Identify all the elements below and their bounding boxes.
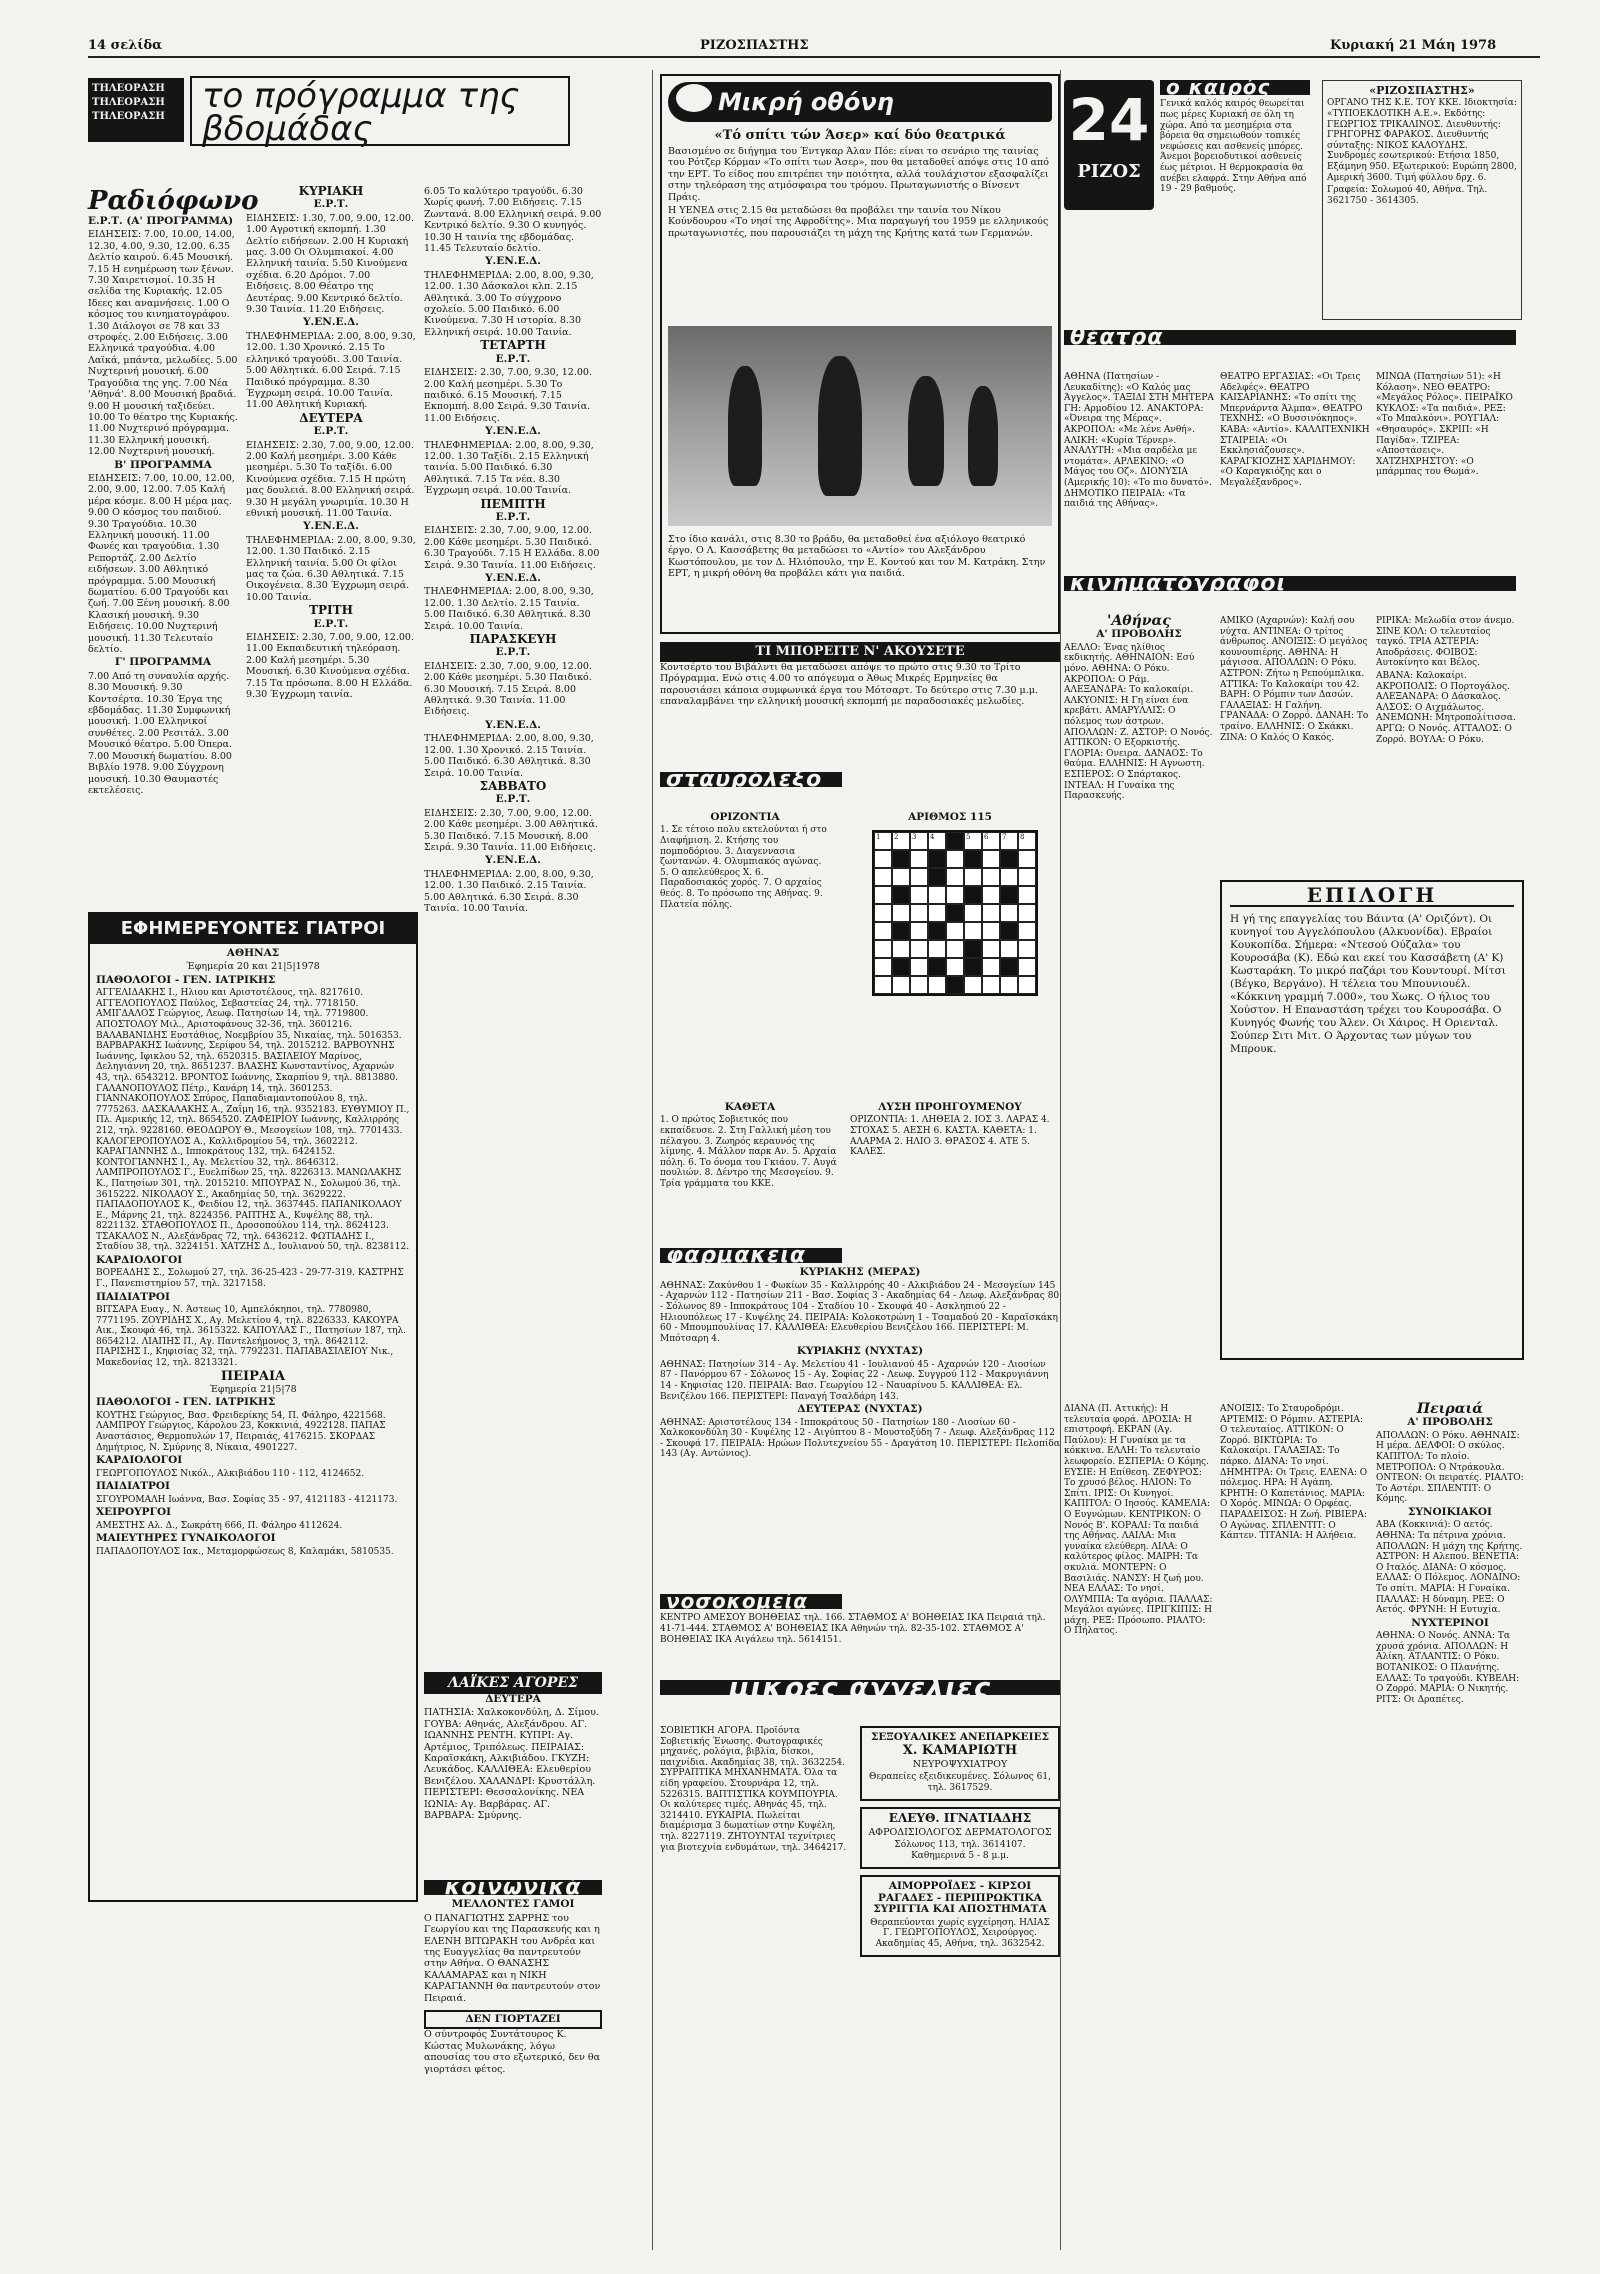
doctors-list-7: ΑΜΕΣΤΗΣ Αλ. Δ., Σωκράτη 666, Π. Φάληρο 4112624. [96, 1520, 343, 1531]
crossword-cell[interactable]: 6 [982, 832, 1000, 850]
cinemas-col-1: ΑΕΛΛΟ: Ένας ηλίθιος εκδικητής. ΑΘΗΝΑΙΟΝ: Εσύ μόνο. ΑΘΗΝΑ: Ο Ρόκυ. ΑΚΡΟΠΟΛ: Ο Ράμ. ΑΛΕΞΑΝΔΡΑ: Το καλοκαίρι. ΑΛΚΥΟΝΙΣ: Η Γη είναι ένα κρεβάτι. ΑΜΑΡΥΛΛΙΣ: Ο πόλεμος των άστρων. ΑΠΟΛΛΩΝ: Ζ. ΑΣΤΟΡ: Ο Νονός. ΑΤΤΙΚΟΝ: Ο Εξορκιστής. ΓΛΟΡΙΑ: Ονειρα. ΔΑΝΑΟΣ: Το θαύμα. ΕΛΛΗΝΙΣ: Η Αγνωστη. ΕΣΠΕΡΟΣ: Ο Σπάρτακος. ΙΝΤΕΑΛ: Η Γυναίκα της Παρασκευής. [1064, 642, 1213, 802]
crossword-block-cell [964, 958, 982, 976]
crossword-across-head: ΟΡΙΖΟΝΤΙΑ [710, 811, 780, 823]
crossword-cell[interactable] [874, 976, 892, 994]
program-title: το πρόγραμμα της βδομάδας [190, 76, 570, 146]
crossword-block-cell [928, 850, 946, 868]
tv-day-heading: ΚΥΡΙΑΚΗ [298, 184, 364, 198]
crossword-block-cell [892, 886, 910, 904]
crossword-cell[interactable] [874, 922, 892, 940]
badge-word: ΡΙΖΟΣ [1077, 161, 1141, 182]
rizospastis-title: «ΡΙΖΟΣΠΑΣΤΗΣ» [1369, 84, 1475, 97]
crossword-cell[interactable] [892, 904, 910, 922]
tv-schedule-text: ΕΙΔΗΣΕΙΣ: 2.30, 7.00, 9.00, 12.00. 2.00 Κάθε μεσημέρι. 5.30 Παιδικό. 6.30 Μουσική. 7.15 Σειρά. 8.00 Αθλητικά. 9.30 Ταινία. 11.00 Ειδήσεις. [424, 660, 592, 718]
radio-b-text: ΕΙΔΗΣΕΙΣ: 7.00, 10.00, 12.00, 2.00, 9.00, 12.00. 7.05 Καλή μέρα κόσμε. 8.00 Η μέρα μας. 9.00 Ο κόσμος του παιδιού. 9.30 Τραγούδια. 10.30 Ελληνική μουσική. 11.00 Φωνές και τραγούδια. 1.30 Ρεπορτάζ. 2.00 Δελτίο ειδήσεων. 3.00 Αθλητικό πρόγραμμα. 5.00 Μουσική δωματίου. 6.00 Τραγούδι και ζωή. 7.00 Ξένη μουσική. 8.00 Κλασική μουσική. 9.30 Ειδήσεις. 10.00 Νυχτερινή μουσική. 11.30 Τελευταίο δελτίο. [88, 472, 235, 656]
crossword-cell[interactable] [982, 976, 1000, 994]
crossword-cell[interactable]: 1 [874, 832, 892, 850]
crossword-cell[interactable] [1018, 904, 1036, 922]
listen-title: ΤΙ ΜΠΟΡΕΙΤΕ Ν' ΑΚΟΥΣΕΤΕ [660, 642, 1060, 662]
crossword-block-cell [928, 958, 946, 976]
crossword-block-cell [964, 940, 982, 958]
crossword-cell[interactable] [1000, 976, 1018, 994]
tv-day-heading: ΤΕΤΑΡΤΗ [480, 338, 546, 353]
cinema-list-col-2: ΑΝΟΙΞΙΣ: Το Σταυροδρόμι. ΑΡΤΕΜΙΣ: Ο Ρόμπιν. ΑΣΤΕΡΙΑ: Ο τελευταίος. ΑΤΤΙΚΟΝ: Ο Ζορρό. ΒΙΚΤΩΡΙΑ: Το Καλοκαίρι. ΓΑΛΑΞΙΑΣ: Το πάρκο. ΔΙΑΝΑ: Το νησί. ΔΗΜΗΤΡΑ: Οι Τρεις. ΕΛΕΝΑ: Ο πόλεμος. ΗΡΑ: Η Αγάπη. ΚΡΗΤΗ: Ο Καπετάνιος. ΜΑΡΙΑ: Ο Χορός. ΜΙΝΩΑ: Ο Ορφέας. ΠΑΡΑΔΕΙΣΟΣ: Η Ζωή. ΡΙΒΙΕΡΑ: Ο Αγώνας. ΣΠΛΕΝΤΙΤ: Ο Κάπτεν. ΤΙΤΑΝΙΑ: Η Αλήθεια. [1220, 1404, 1368, 1542]
doctors-list-4: ΚΟΥΤΗΣ Γεώργιος, Βασ. Φρειδερίκης 54, Π. Φάληρο, 4221568. ΛΑΜΠΡΟΥ Γεώργιος, Κάρολου 23, Κοκκινιά, 4922128. ΠΑΠΑΣ Αναστάσιος, Θερμοπυλών 17, Πειραιάς, 4176215. ΣΚΟΡΔΑΣ Δημήτριος, Ν. Σμύρνης 8, Νίκαια, 4901227. [96, 1410, 386, 1453]
crossword-block-cell [1000, 886, 1018, 904]
tv-network-heading: Ε.Ρ.Τ. [495, 352, 531, 365]
tv-day-heading: ΠΑΡΑΣΚΕΥΗ [469, 632, 557, 647]
radio-b-head: Β' ΠΡΟΓΡΑΜΜΑ [114, 458, 212, 471]
laikes-day: ΔΕΥΤΕΡΑ [485, 1693, 541, 1705]
doctors-city-2: ΠΕΙΡΑΙΑ [220, 1368, 286, 1384]
crossword-block-cell [1000, 922, 1018, 940]
pharmacies-mon-head: ΔΕΥΤΕΡΑΣ (ΝΥΧΤΑΣ) [797, 1403, 923, 1416]
crossword-block-cell [1000, 850, 1018, 868]
pharmacies-title: φαρμακεία [660, 1248, 842, 1263]
tv-network-heading: Υ.ΕΝ.Ε.Δ. [303, 316, 359, 329]
crossword-cell[interactable]: 2 [892, 832, 910, 850]
crossword-cell[interactable] [1018, 886, 1036, 904]
theatres-col-1: ΑΘΗΝΑ (Πατησίων - Λευκαδίτης): «Ο Καλός μας Άγγελος». ΤΑΞΙΔΙ ΣΤΗ ΜΗΤΕΡΑ ΓΗ: Αρμοδίου 12. ΑΝΑΚΤΟΡΑ: «Όνειρα της Μέρας». ΑΚΡΟΠΟΛ: «Με λένε Ανθή». ΑΛΙΚΗ: «Κυρία Τέρνερ». ΑΝΑΛΥΤΗ: «Μια σαρδέλα με ντομάτα». ΑΡΛΕΚΙΝΟ: «Ο Μάγος του Οζ». ΔΙΟΝΥΣΙΑ (Αμερικής 10): «Το πιο δυνατό». ΔΗΜΟΤΙΚΟ ΠΕΙΡΑΙΑ: «Τα παιδιά της Αθήνας». [1064, 372, 1214, 510]
crossword-down-section [660, 1102, 1060, 1242]
tv-network-heading: Ε.Ρ.Τ. [495, 793, 531, 806]
crossword-cell[interactable] [892, 868, 910, 886]
tv-schedule-text: ΤΗΛΕΦΗΜΕΡΙΔΑ: 2.00, 8.00, 9.30, 12.00. 1.30 Παιδικό. 2.15 Ταινία. 5.00 Αθλητικά. 6.30 Σειρά. 8.30 Ταινία. 10.00 Ταινία. [424, 868, 594, 914]
doctors-list-1: ΑΓΓΕΛΙΔΑΚΗΣ Ι., Ηλιου και Αριστοτέλους, τηλ. 8217610. ΑΓΓΕΛΟΠΟΥΛΟΣ Παύλος, Σεβαστείας 24, τηλ. 7718150. ΑΜΙΓΔΑΛΟΣ Γεώργιος, Λεωφ. Πατησίων 14, τηλ. 7719800. ΑΠΟΣΤΟΛΟΥ Μιλ., Αριστοφάνους 32-36, τηλ. 3601216. ΒΑΛΑΒΑΝΙΔΗΣ Ευστάθιος, Νοεμβρίου 35, Νικαίας, τηλ. 5016353. ΒΑΡΒΑΡΑΚΗΣ Ιωάννης, Σερίφου 54, τηλ. 2015212. ΒΑΡΒΟΥΝΗΣ Ιωάννης, Ιφικλου 52, τηλ. 6520315. ΒΑΣΙΛΕΙΟΥ Μαρίνος, Δεληγιάννη 20, τηλ. 8651237. ΒΛΑΣΗΣ Κωνσταντίνος, Αχαρνών 43, τηλ. 6543212. ΒΡΟΝΤΟΣ Ιωάννης, Σκαρπίου 9, τηλ. 8813880. ΓΑΛΑΝΟΠΟΥΛΟΣ Πέτρ., Κανάρη 14, τηλ. 3601253. ΓΙΑΝΝΑΚΟΠΟΥΛΟΣ Σπύρος, Παπαδιαμαντοπούλου 8, τηλ. 7775263. ΔΑΣΚΑΛΑΚΗΣ Α., Ζαΐμη 16, τηλ. 9352183. ΕΥΘΥΜΙΟΥ Π., Πλ. Αμερικής 12, τηλ. 8654520. ΖΑΦΕΙΡΙΟΥ Ιωάννης, Καλλιρρόης 212, τηλ. 9228160. ΘΕΟΔΩΡΟΥ Θ., Μεσογείων 108, τηλ. 7701433. ΚΑΛΟΓΕΡΟΠΟΥΛΟΣ Α., Καλλιδρομίου 54, τηλ. 3602212. ΚΑΡΑΓΙΑΝΝΗΣ Δ., Ιπποκράτους 132, τηλ. 6424152. ΚΟΝΤΟΓΙΑΝΝΗΣ Ι., Αγ. Μελετίου 32, τηλ. 8646312. ΛΑΜΠΡΟΠΟΥΛΟΣ Γ., Ευελπίδων 25, τηλ. 8226313. ΜΑΝΩΛΑΚΗΣ Κ., Πατησίων 301, τηλ. 2015210. ΜΠΟΥΡΑΣ Ν., Σολωμού 36, τηλ. 3615222. ΝΙΚΟΛΑΟΥ Σ., Ακαδημίας 50, τηλ. 3629222. ΠΑΠΑΔΟΠΟΥΛΟΣ Κ., Φειδίου 12, τηλ. 3637445. ΠΑΠΑΝΙΚΟΛΑΟΥ Ε., Μάρνης 21, τηλ. 8224356. ΡΑΠΤΗΣ Α., Κυψέλης 88, τηλ. 8221132. ΣΤΑΘΟΠΟΥΛΟΣ Π., Δροσοπούλου 114, τηλ. 8624123. ΤΣΑΚΑΛΟΣ Ν., Αλεξάνδρας 72, τηλ. 6436212. ΦΩΤΙΑΔΗΣ Ι., Σταδίου 38, τηλ. 3224151. ΧΑΤΖΗΣ Δ., Ιουλιανού 50, τηλ. 8238112. [96, 988, 410, 1253]
cinemas-col-3: ΡΙΡΙΚΑ: Μελωδία στον άνεμο. ΣΙΝΕ ΚΟΛ: Ο τελευταίος ταγκό. ΤΡΙΑ ΑΣΤΕΡΙΑ: Αποδράσεις. ΦΟΙΒΟΣ: Αυτοκίνητο και Βέλος. [1376, 616, 1515, 669]
figure-1 [728, 366, 762, 486]
laikes-section [424, 1672, 602, 1872]
crossword-block-cell [1000, 958, 1018, 976]
tv-schedule-text: 6.05 Το καλύτερο τραγούδι. 6.30 Χωρίς φωνή. 7.00 Ειδήσεις. 7.15 Ζωντανά. 8.00 Ελληνική σειρά. 9.00 Κεντρικό δελτίο. 9.30 Ο κυνηγός. 10.30 Η ταινία της εβδομάδας. 11.45 Τελευταίο δελτίο. [424, 186, 602, 255]
doctors-spec-2: ΚΑΡΔΙΟΛΟΓΟΙ [96, 1254, 183, 1267]
masthead-rule [88, 56, 1540, 58]
nights-list: ΑΘΗΝΑ: Ο Νονός. ΑΝΝΑ: Τα χρυσά χρόνια. ΑΠΟΛΛΩΝ: Η Αλίκη. ΑΤΛΑΝΤΙΣ: Ο Ρόκυ. ΒΟΤΑΝΙΚΟΣ: Ο Πλανήτης. ΕΛΛΑΣ: Το τραγούδι. ΚΥΒΕΛΗ: Ο Ζορρό. ΜΑΡΙΑ: Ο Νικητής. ΡΙΤΣ: Οι Δραπέτες. [1376, 1631, 1520, 1705]
tv-schedule-text: ΤΗΛΕΦΗΜΕΡΙΔΑ: 2.00, 8.00, 9.30, 12.00. 1.30 Δελτίο. 2.15 Ταινία. 5.00 Παιδικό. 6.30 Αθλητικά. 8.30 Σειρά. 10.00 Ταινία. [424, 586, 594, 632]
tv-network-heading: Ε.Ρ.Τ. [313, 617, 349, 630]
ad-doctor-3 [860, 1875, 1060, 1957]
doctors-spec-5: ΚΑΡΔΙΟΛΟΓΟΙ [96, 1454, 183, 1467]
crossword-cell[interactable] [1018, 958, 1036, 976]
crossword-down: 1. Ο πρώτος Σοβιετικός που εκπαίδευσε. 2. Στη Γαλλική μέση του πέλαγου. 3. Ζωηρός κεραυνός της λίμνης. 4. Μάλλον παρκ Αν. 5. Αρχαία πόλη. 6. Το όνομα του Γκιάου. 7. Αυγά πουλιών. 8. Δέντρο της Μεσογείου. 9. Τρία γράμματα του ΚΚΕ. [660, 1115, 837, 1189]
tv-network-heading: Ε.Ρ.Τ. [313, 198, 349, 211]
cinemas-col-2: ΑΜΙΚΟ (Αχαρνών): Καλή σου νύχτα. ΑΝΤΙΝΕΑ: Ο τρίτος άνθρωπος. ΑΝΟΙΞΙΣ: Ο μεγάλος κουνουπιέρης. ΑΘΗΝΑ: Η μάγισσα. ΑΠΟΛΛΩΝ: Ο Ρόκυ. ΑΣΤΡΟΝ: Ζήτω η Ρεπούμπλικα. ΑΤΤΙΚΑ: Το Καλοκαίρι του 42. ΒΑΡΗ: Ο Ρόμπιν των Δασών. ΓΑΛΑΞΙΑΣ: Η Γαλήνη. ΓΡΑΝΑΔΑ: Ο Ζορρό. ΔΑΝΑΗ: Το τραίνο. ΕΛΛΗΝΙΣ: Ο Σκάκκι. ΖΙΝΑ: Ο Καλός Ο Κακός. [1220, 616, 1369, 743]
piraeus-head: Πειραιά [1416, 1401, 1484, 1417]
piraeus-list: ΑΠΟΛΛΩΝ: Ο Ρόκυ. ΑΘΗΝΑΙΣ: Η μέρα. ΔΕΛΦΟΙ: Ο σκύλος. ΚΑΠΙΤΟΛ: Το πλοίο. ΜΕΤΡΟΠΟΛ: Ο Ντράκουλα. ΟΝΤΕΟΝ: Οι πειρατές. ΡΙΑΛΤΟ: Το Αστέρι. ΣΠΛΕΝΤΙΤ: Ο Κόμης. [1376, 1430, 1524, 1505]
crossword-cell[interactable] [874, 904, 892, 922]
crossword-block-cell [892, 922, 910, 940]
crossword-cell[interactable] [928, 976, 946, 994]
doctors-spec-3: ΠΑΙΔΙΑΤΡΟΙ [96, 1290, 170, 1303]
crossword-cell[interactable] [946, 868, 964, 886]
crossword-cell[interactable] [874, 940, 892, 958]
crossword-cell[interactable] [874, 958, 892, 976]
doctors-spec-4: ΠΑΘΟΛΟΓΟΙ - ΓΕΝ. ΙΑΤΡΙΚΗΣ [96, 1396, 276, 1409]
koinonika-title: κοινωνικά [424, 1880, 602, 1895]
crossword-cell[interactable] [982, 868, 1000, 886]
crossword-cell[interactable] [1018, 850, 1036, 868]
piraeus-list-2: ΑΒΑ (Κοκκινιά): Ο αετός. ΑΘΗΝΑ: Τα πέτρινα χρόνια. ΑΠΟΛΛΩΝ: Η μάχη της Κρήτης. ΑΣΤΡΟΝ: Η Αλεπού. ΒΕΝΕΤΙΑ: Ο Ιταλός. ΔΙΑΝΑ: Ο κόσμος. ΕΛΛΑΣ: Ο Πόλεμος. ΛΟΝΔΙΝΟ: Το σπίτι. ΜΑΡΙΑ: Η Γυναίκα. ΠΑΛΛΑΣ: Η δύναμη. ΡΕΞ: Ο Αετός. ΦΡΥΝΗ: Η Ευτυχία. [1376, 1520, 1523, 1616]
koinonika-sub-2: ΔΕΝ ΓΙΟΡΤΑΖΕΙ [424, 2010, 602, 2029]
rizospastis-text: ΟΡΓΑΝΟ ΤΗΣ Κ.Ε. ΤΟΥ ΚΚΕ. Ιδιοκτησία: «ΤΥΠΟΕΚΔΟΤΙΚΗ Α.Ε.». Εκδότης: ΓΕΩΡΓΙΟΣ ΤΡΙΚΑΛΙΝΟΣ. Διευθυντής: ΓΡΗΓΟΡΗΣ ΦΑΡΑΚΟΣ. Διευθυντής σύνταξης: ΝΙΚΟΣ ΚΑΛΟΥΔΗΣ. Συνδρομές εσωτερικού: Ετήσια 1850, Εξάμηνη 950. Εξωτερικού: Ευρώπη 2800, Αμερική 3600. Τιμή φύλλου δρχ. 6. [1327, 98, 1517, 183]
ad-doctor-2-spec: ΑΦΡΟΔΙΣΙΟΛΟΓΟΣ ΔΕΡΜΑΤΟΛΟΓΟΣ [868, 1826, 1052, 1838]
pharmacies-day-head: ΚΥΡΙΑΚΗΣ (ΜΕΡΑΣ) [799, 1266, 921, 1279]
crossword-cell[interactable] [964, 922, 982, 940]
doctors-spec-1: ΠΑΘΟΛΟΓΟΙ - ΓΕΝ. ΙΑΤΡΙΚΗΣ [96, 973, 276, 986]
crossword-cell[interactable] [946, 958, 964, 976]
crossword-cell[interactable] [946, 940, 964, 958]
crossword-cell[interactable] [910, 922, 928, 940]
epilogi-box [1220, 880, 1524, 1360]
doctors-list-3: ΒΙΤΣΑΡΑ Ευαγ., Ν. Άστεως 10, Αμπελόκηποι, τηλ. 7780980, 7771195. ΖΟΥΡΙΔΗΣ Χ., Αγ. Μελετίου 4, τηλ. 8226333. ΚΑΚΟΥΡΑ Αικ., Σκουφά 46, τηλ. 3615322. ΚΑΠΟΥΛΑΣ Γ., Πατησίων 187, τηλ. 8654212. ΛΙΑΠΗΣ Π., Αγ. Παντελεήμονος 3, τηλ. 8642112. ΠΑΡΙΣΗΣ Ι., Κηφισίας 32, τηλ. 7792231. ΠΑΠΑΒΑΣΙΛΕΙΟΥ Νικ., Μακεδονίας 12, τηλ. 8213321. [96, 1305, 407, 1369]
issue-date: Κυριακή 21 Μάη 1978 [1330, 38, 1497, 53]
tv-network-heading: Υ.ΕΝ.Ε.Δ. [485, 572, 541, 584]
nikhterinoi-head: ΝΥΧΤΕΡΙΝΟΙ [1411, 1616, 1489, 1629]
cinemas-premieres-2: ΑΒΑΝΑ: Καλοκαίρι. ΑΚΡΟΠΟΛΙΣ: Ο Πορτογάλος. ΑΛΕΞΑΝΔΡΑ: Ο Δάσκαλος. ΑΛΣΟΣ: Ο Αιχμάλωτος. ΑΝΕΜΩΝΗ: Μητροπολίτισσα. ΑΡΓΩ: Ο Νονός. ΑΤΤΑΛΟΣ: Ο Ζορρό. ΒΟΥΛΑ: Ο Ρόκυ. [1376, 670, 1516, 745]
crossword-cell[interactable]: 4 [928, 832, 946, 850]
doctors-city: ΑΘΗΝΑΣ [226, 947, 280, 959]
crossword-cell[interactable] [964, 904, 982, 922]
ad-doctor-1-title: ΣΕΞΟΥΑΛΙΚΕΣ ΑΝΕΠΑΡΚΕΙΕΣ [870, 1731, 1050, 1743]
koinonika-section [424, 1875, 602, 2260]
tv-network-heading: Υ.ΕΝ.Ε.Δ. [485, 255, 541, 268]
pharmacies-section [660, 1243, 1060, 1588]
theatres-col-2: ΘΕΑΤΡΟ ΕΡΓΑΣΙΑΣ: «Οι Τρεις Αδελφές». ΘΕΑΤΡΟ ΚΑΙΣΑΡΙΑΝΗΣ: «Το σπίτι της Μπερνάρντα Άλμπα». ΘΕΑΤΡΟ ΤΕΧΝΗΣ: «Ο Βυσσινόκηπος». ΚΑΒΑ: «Αντίο». ΚΑΛΛΙΤΕΧΝΙΚΗ ΣΤΑΙΡΕΙΑ: «Οι Εκκλησιάζουσες». ΚΑΡΑΓΚΙΟΖΗΣ ΧΑΡΙΔΗΜΟΥ: «Ο Καραγκιόζης και ο Μεγαλέξανδρος». [1220, 372, 1370, 488]
column-rule [1060, 70, 1061, 2250]
crossword-cell[interactable] [982, 940, 1000, 958]
film-title-text: Μικρή οθόνη [718, 88, 894, 116]
crossword-cell[interactable] [910, 886, 928, 904]
tv-schedule-col-2 [424, 186, 602, 1666]
film-section [660, 74, 1060, 634]
koinonika-text-2: Ο σύντροφός Συντάτουρος Κ. Κώστας Μυλωνάκης, λόγω απουσίας του στο εξωτερικό, δεν θα γιορτάσει φέτος. [424, 2029, 601, 2075]
figure-3 [908, 376, 944, 486]
tv-network-heading: Υ.ΕΝ.Ε.Δ. [485, 854, 541, 867]
film-caption: Στο ίδιο κανάλι, στις 8.30 το βράδυ, θα μεταδοθεί ένα αξιόλογο θεατρικό έργο. Ο Λ. Κασσάβετης θα μεταδώσει το «Αντίο» του Αλεξάνδρου Κωστόπουλου, με τον Δ. Ηλιόπουλο, την Ε. Κοντού και τον Μ. Κατράκη. Στην ΕΡΤ, η μικρή οθόνη θα προβάλει κάτι για παιδιά. [668, 534, 1046, 580]
tv-day-heading: ΠΕΜΠΤΗ [480, 496, 546, 511]
ad-doctor-3-title: ΑΙΜΟΡΡΟΪΔΕΣ - ΚΙΡΣΟΙ ΡΑΓΑΔΕΣ - ΠΕΡΙΠΡΩΚΤΙΚΑ ΣΥΡΙΓΓΙΑ ΚΑΙ ΑΠΟΣΤΗΜΑΤΑ [873, 1880, 1047, 1916]
theatres-title: θέατρα [1064, 330, 1516, 345]
ad-doctor-2-name: ΕΛΕΥΘ. ΙΓΝΑΤΙΑΔΗΣ [888, 1811, 1032, 1826]
hospitals-text: ΚΕΝΤΡΟ ΑΜΕΣΟΥ ΒΟΗΘΕΙΑΣ τηλ. 166. ΣΤΑΘΜΟΣ Α' ΒΟΗΘΕΙΑΣ ΙΚΑ Πειραιά τηλ. 41-71-444. ΣΤΑΘΜΟΣ Α' ΒΟΗΘΕΙΑΣ ΙΚΑ Αθηνών τηλ. 82-35-102. ΣΤΑΘΜΟΣ Α' ΒΟΗΘΕΙΑΣ ΙΚΑ Αιγάλεω τηλ. 5614151. [660, 1613, 1046, 1645]
crossword-section [660, 767, 1060, 1102]
crossword-cell[interactable] [1018, 940, 1036, 958]
badge-number: 24 [1068, 86, 1150, 154]
doctors-spec-6: ΠΑΙΔΙΑΤΡΟΙ [96, 1480, 170, 1493]
crossword-block-cell [892, 850, 910, 868]
crossword-cell[interactable] [946, 922, 964, 940]
crossword-cell[interactable] [1018, 922, 1036, 940]
crossword-number: ΑΡΙΘΜΟΣ 115 [908, 811, 992, 823]
crossword-grid [872, 830, 1038, 996]
crossword-cell[interactable] [1000, 868, 1018, 886]
tv-schedule-text: ΤΗΛΕΦΗΜΕΡΙΔΑ: 2.00, 8.00, 9.30, 12.00. 1.30 Χρονικό. 2.15 Ταινία. 5.00 Παιδικό. 6.30 Αθλητικά. 8.30 Σειρά. 10.00 Ταινία. [424, 733, 594, 779]
crossword-cell[interactable] [892, 940, 910, 958]
weather-section [1160, 75, 1310, 320]
cinemas-premieres-head: Α' ΠΡΟΒΟΛΗΣ [1096, 628, 1182, 641]
figure-4 [968, 386, 998, 486]
radio-c-head: Γ' ΠΡΟΓΡΑΜΜΑ [114, 656, 212, 669]
cinema-list-col-3 [1376, 1401, 1524, 2224]
page-number: 14 σελίδα [88, 38, 163, 53]
tv-network-heading: Ε.Ρ.Τ. [313, 425, 349, 438]
ad-doctor-1 [860, 1726, 1060, 1801]
cinemas-athens-head: 'Αθήνας [1107, 613, 1171, 629]
ad-doctor-1-spec: ΝΕΥΡΟΨΥΧΙΑΤΡΟΥ [912, 1758, 1008, 1770]
crossword-cell[interactable] [910, 976, 928, 994]
crossword-solution-head: ΛΥΣΗ ΠΡΟΗΓΟΥΜΕΝΟΥ [878, 1101, 1022, 1113]
tv-schedule-text: ΕΙΔΗΣΕΙΣ: 1.30, 7.00, 9.00, 12.00. 1.00 Αγροτική εκπομπή. 1.30 Δελτίο ειδήσεων. 2.00 Η Κυριακή μας. 3.00 Οι Ολυμπιακοί. 4.00 Ελληνική ταινία. 5.50 Κινούμενα σχέδια. 6.20 Δρόμοι. 7.00 Ειδήσεις. 8.00 Θέατρο της Δευτέρας. 9.00 Κεντρικό δελτίο. 9.30 Ταινία. 11.20 Ειδήσεις. [246, 212, 414, 316]
crossword-cell[interactable] [982, 958, 1000, 976]
crossword-block-cell [964, 850, 982, 868]
radio-a-head: Ε.Ρ.Τ. (Α' ΠΡΟΓΡΑΜΜΑ) [88, 215, 234, 227]
pharmacies-night: ΑΘΗΝΑΣ: Πατησίων 314 - Αγ. Μελετίου 41 - Ιουλιανού 45 - Αχαρνών 120 - Λιοσίων 87 - Πανόρμου 67 - Σόλωνος 15 - Αγ. Σοφίας 22 - Λεωφ. Συγγρού 112 - Μακρυγιάννη 14 - Κηφισίας 120. ΠΕΙΡΑΙΑ: Βασ. Γεωργίου 12 - Ναυαρίνου 5. ΚΑΛΛΙΘΕΑ: Ελ. Βενιζέλου 166. ΠΕΡΙΣΤΕΡΙ: Παναγή Τσαλδάρη 143. [660, 1359, 1049, 1402]
weather-badge [1064, 80, 1154, 210]
pharmacies-mon: ΑΘΗΝΑΣ: Αριστοτέλους 134 - Ιπποκράτους 50 - Πατησίων 180 - Λιοσίων 60 - Χαλκοκονδύλη 30 - Κυψέλης 12 - Αιγύπτου 8 - Μουστοξύδη 7 - Λεωφ. Αλεξάνδρας 112 - Σκουφά 17. ΠΕΙΡΑΙΑ: Ηρώων Πολυτεχνείου 55 - Δραγάτση 10. ΠΕΡΙΣΤΕΡΙ: Πελοπίδα 143 (Αγ. Αντώνιος). [660, 1417, 1060, 1460]
epilogi-title: ΕΠΙΛΟΓΗ [1230, 890, 1514, 907]
listen-text: Κοντσέρτο του Βιβάλντι θα μεταδώσει απόψε το πρώτο στις 9.30 το Τρίτο Πρόγραμμα. Ενώ στις 4.00 το απόγευμα ο Άθως Μικρές Ερμηνείες θα παρουσιάσει κάποια συμφωνικά έργα του Μότσαρτ. Το δεύτερο στις 7.30 μ.μ. επαναλαμβάνει την ελληνική μουσική εκπομπή με παραδοσιακές μελωδίες. [660, 662, 1038, 708]
crossword-cell[interactable] [1000, 940, 1018, 958]
crossword-cell[interactable]: 8 [1018, 832, 1036, 850]
tv-schedule-text: ΕΙΔΗΣΕΙΣ: 2.30, 7.00, 9.00, 12.00. 2.00 Καλή μεσημέρι. 3.00 Κάθε μεσημέρι. 5.30 Το ταξίδι. 6.00 Κινούμενα σχέδια. 7.15 Η πρώτη μας δουλειά. 8.00 Ελληνική σειρά. 9.30 Η μεγάλη γνωριμία. 10.30 Η εθνική μουσική. 11.00 Ταινία. [246, 439, 415, 519]
ad-doctor-2 [860, 1807, 1060, 1869]
ads-section [660, 1671, 1060, 2240]
doctors-title: ΕΦΗΜΕΡΕΥΟΝΤΕΣ ΓΙΑΤΡΟΙ [90, 914, 416, 944]
doctors-dates-2: Έφημερία 21|5|78 [209, 1384, 297, 1396]
radio-title: Ραδιόφωνο [88, 186, 259, 216]
crossword-block-cell [946, 832, 964, 850]
doctors-spec-7: ΧΕΙΡΟΥΡΓΟΙ [96, 1506, 172, 1519]
listen-section [660, 642, 1060, 760]
weather-text: Γενικά καλός καιρός θεωρείται πως μέρες Κυριακή σε όλη τη χώρα. Από τα μεσημέρια στα βόρεια θα σημειωθούν τοπικές νεφώσεις και ασθενείς μπόρες. Άνεμοι βορειοδυτικοί ασθενείς έως μέτριοι. Η θερμοκρασία θα ανέβει ελαφρά. Στην Αθήνα από 19 - 29 βαθμούς. [1160, 99, 1307, 195]
film-text-2: Η ΥΕΝΕΔ στις 2.15 θα μεταδώσει θα προβάλει την ταινία του Νίκου Κούνδουρου «Το νησί της Αφροδίτης». Μια παραγωγή του 1959 με ελληνικούς πρωταγωνιστές, που παρουσιάζει τη μάχη της Κρήτης κατά των Γερμανών. [668, 205, 1049, 239]
crossword-cell[interactable]: 7 [1000, 832, 1018, 850]
crossword-cell[interactable] [874, 850, 892, 868]
crossword-cell[interactable] [910, 904, 928, 922]
crossword-cell[interactable] [982, 886, 1000, 904]
crossword-down-head: ΚΑΘΕΤΑ [724, 1101, 776, 1113]
crossword-cell[interactable] [910, 868, 928, 886]
laikes-text: ΠΑΤΗΣΙΑ: Χαλκοκονδύλη, Δ. Σίμου. ΓΟΥΒΑ: Αθηνάς, Αλεξάνδρου. ΑΓ. ΙΩΑΝΝΗΣ ΡΕΝΤΗ. ΚΥΠΡΙ: Αγ. Αρτέμιος, Τριπόλεως. ΠΕΙΡΑΙΑΣ: Καραϊσκάκη, Αλκιβιάδου. ΓΚΥΖΗ: Λευκάδος. ΚΑΛΛΙΘΕΑ: Ελευθερίου Βενιζέλου. ΧΑΛΑΝΔΡΙ: Κρυστάλλη. ΠΕΡΙΣΤΕΡΙ: Θεσσαλονίκης. ΝΕΑ ΙΩΝΙΑ: Αγ. Βαρβάρας. ΑΓ. ΒΑΡΒΑΡΑ: Σμύρνης. [424, 1707, 599, 1822]
crossword-block-cell [946, 904, 964, 922]
crossword-cell[interactable] [1018, 868, 1036, 886]
piraeus-sub: Α' ΠΡΟΒΟΛΗΣ [1407, 1416, 1493, 1429]
tv-schedule-text: ΕΙΔΗΣΕΙΣ: 2.30, 7.00, 9.00, 12.00. 11.00 Εκπαιδευτική τηλεόραση. 2.00 Καλή μεσημέρι. 5.30 Μουσική. 6.30 Κινούμενα σχέδια. 7.15 Τα πρόσωπα. 8.00 Η Ελλάδα. 9.30 Έγχρωμη ταινία. [246, 632, 414, 701]
film-title [668, 82, 1052, 122]
tv-network-heading: Υ.ΕΝ.Ε.Δ. [485, 425, 541, 438]
crossword-block-cell [964, 886, 982, 904]
crossword-cell[interactable] [928, 904, 946, 922]
doctors-box [88, 912, 418, 1902]
crossword-block-cell [892, 958, 910, 976]
weather-title: ο καιρός [1160, 80, 1310, 95]
ad-doctor-1-name: Χ. ΚΑΜΑΡΙΩΤΗ [902, 1743, 1018, 1759]
rizospastis-address: Γραφεία: Σολωμού 40, Αθήνα. Τηλ. 3621750 - 3614305. [1327, 185, 1488, 206]
crossword-block-cell [928, 922, 946, 940]
crossword-cell[interactable] [982, 850, 1000, 868]
hospitals-title: νοσοκομεία [660, 1594, 842, 1609]
synoikiakoi-head: ΣΥΝΟΙΚΙΑΚΟΙ [1408, 1505, 1492, 1518]
doctors-dates: Έφημερία 20 και 21|5|1978 [186, 961, 320, 973]
crossword-cell[interactable] [964, 976, 982, 994]
rizospastis-box [1322, 80, 1522, 320]
tv-network-heading: Υ.ΕΝ.Ε.Δ. [485, 718, 541, 731]
film-text-1: Βασισμένο σε διήγημα του Έντγκαρ Άλαν Πόε: είναι το σενάριο της ταινίας του Ρότζερ Κόρμαν «Το σπίτι των Άσερ», που θα μεταδοθεί απόψε στις 10 από την ΕΡΤ. Το είδος που επιτρέπει την ποιότητα, αλλά τουλάχιστον εξασφαλίζει στην τηλεόραση της ατμόσφαιρα του τρόμου. Πρωταγωνιστής ο Βίνσεντ Πράις. [668, 146, 1050, 203]
crossword-cell[interactable] [946, 886, 964, 904]
koinonika-sub: ΜΕΛΛΟΝΤΕΣ ΓΑΜΟΙ [451, 1898, 575, 1911]
crossword-cell[interactable] [1000, 904, 1018, 922]
laikes-title: ΛΑΪΚΕΣ ΑΓΟΡΕΣ [424, 1672, 602, 1694]
pharmacies-night-head: ΚΥΡΙΑΚΗΣ (ΝΥΧΤΑΣ) [796, 1345, 924, 1358]
doctors-list-8: ΠΑΠΑΔΟΠΟΥΛΟΣ Ιακ., Μεταμορφώσεως 8, Καλαμάκι, 5810535. [96, 1546, 394, 1557]
figure-2 [818, 356, 862, 496]
ad-doctor-1-text: Θεραπείες εξειδικευμένες. Σόλωνος 61, τηλ. 3617529. [869, 1772, 1051, 1793]
crossword-cell[interactable] [874, 868, 892, 886]
film-still-photo [668, 326, 1052, 526]
radio-a-text: ΕΙΔΗΣΕΙΣ: 7.00, 10.00, 14.00, 12.30, 4.00, 9.30, 12.00. 6.35 Δελτίο καιρού. 6.45 Μουσική. 7.15 Η ενημέρωση των ξένων. 7.30 Χαιρετισμοί. 10.35 Η σελίδα της Κυριακής. 12.05 Ιδεες και αναμνήσεις. 1.00 Ο κόσμος του κινηματογράφου. 1.30 Διάλογοι σε 78 και 33 στροφές. 2.00 Ειδήσεις. 3.00 Ελληνικά τραγούδια. 4.00 Λαϊκά, μπάντα, μελωδίες. 5.00 Νυχτερινή μουσική. 6.00 Τραγούδια της γης. 7.00 Νέα 'Αθηνά'. 8.00 Μουσική βραδιά. 9.00 Η μουσική ταξιδεύει. 10.00 Το θέατρο της Κυριακής. 11.00 Νυχτερινό πρόγραμμα. 11.30 Ελληνική μουσική. 12.00 Νυχτερινή μουσική. [88, 229, 238, 458]
cinemas-title: κινηματόγραφοι [1064, 576, 1516, 591]
film-headline: «Τό σπίτι τών Άσερ» καί δύο θεατρικά [714, 128, 1006, 143]
tv-schedule-text: ΤΗΛΕΦΗΜΕΡΙΔΑ: 2.00, 8.00, 9.30, 12.00. 1.30 Δάσκαλοι κλπ. 2.15 Αθλητικά. 3.00 Το σύγχρονο σχολείο. 5.00 Παιδικό. 6.00 Κινούμενα. 7.30 Η ιστορία. 8.30 Ελληνική σειρά. 10.00 Ταινία. [424, 269, 594, 338]
cinema-list-col-1: ΔΙΑΝΑ (Π. Αττικής): Η τελευταία φορά. ΔΡΟΣΙΑ: Η επιστροφή. ΕΚΡΑΝ (Αγ. Παύλου): Η Γυναίκα με τα κόκκινα. ΕΛΛΗ: Το τελευταίο λεωφορείο. ΕΣΠΕΡΙΑ: Ο Κόμης. ΕΥΣΙΕ: Η Επίθεση. ΖΕΦΥΡΟΣ: Το χρυσό βέλος. ΗΛΙΟΝ: Το Σπίτι. ΙΡΙΣ: Οι Κυνηγοί. ΚΑΠΙΤΟΛ: Ο Ιησούς. ΚΑΜΕΛΙΑ: Ο Ευγνώμων. ΚΕΝΤΡΙΚΟΝ: Ο Νονός Β'. ΚΟΡΑΛΙ: Τα παιδιά της Αθήνας. ΛΑΙΛΑ: Μια γυναίκα ελεύθερη. ΛΙΛΑ: Ο καλύτερος φίλος. ΜΑΙΡΗ: Τα σκυλιά. ΜΟΝΤΕΡΝ: Ο Βασιλιάς. ΝΑΝΣΥ: Η ζωή μου. ΝΕΑ ΕΛΛΑΣ: Το νησί. ΟΛΥΜΠΙΑ: Τα αγόρια. ΠΑΛΛΑΣ: Μεγάλοι αγώνες. ΠΡΙΓΚΙΠΙΣ: Η μάχη. ΡΕΞ: Πρόσωπο. ΡΙΑΛΤΟ: Ο Πήλατος. [1064, 1404, 1213, 1637]
tv-schedule-text: ΤΗΛΕΦΗΜΕΡΙΔΑ: 2.00, 8.00, 9.30, 12.00. 1.30 Ταξίδι. 2.15 Ελληνική ταινία. 5.00 Παιδικό. 6.30 Αθλητικά. 7.15 Τα νέα. 8.30 Έγχρωμη σειρά. 10.00 Ταινία. [424, 439, 594, 497]
theatres-col-3: ΜΙΝΩΑ (Πατησίων 51): «Η Κόλαση». ΝΕΟ ΘΕΑΤΡΟ: «Μεγάλος Ρόλος». ΠΕΙΡΑΪΚΟ ΚΥΚΛΟΣ: «Τα παιδιά». ΡΕΞ: «Το Μπαλκόνι». ΡΟΥΓΙΑΛ: «Θησαυρός». ΣΚΡΙΠ: «Η Παγίδα». ΤΖΙΡΕΑ: «Αποστάσεις». ΧΑΤΖΗΧΡΗΣΤΟΥ: «Ο μπάρμπας του Θωμά». [1376, 372, 1513, 478]
column-rule [652, 70, 653, 2250]
radio-c-text: 7.00 Από τη συναυλία αρχής. 8.30 Μουσική. 9.30 Κοντσέρτα. 10.30 Έργα της εβδομάδας. 11.30 Συμφωνική μουσική. 1.00 Ελληνικοί συνθέτες. 2.00 Ρεσιτάλ. 3.00 Μουσικό θέατρο. 5.00 Όπερα. 7.00 Μουσική δωματίου. 8.00 Βιβλίο 1978. 9.00 Σύγχρονη μουσική. 10.30 Θαυμαστές εκτελέσεις. [88, 670, 233, 796]
crossword-cell[interactable] [928, 886, 946, 904]
radio-section [88, 186, 259, 906]
tv-day-heading: ΔΕΥΤΕΡΑ [299, 410, 363, 425]
crossword-cell[interactable] [982, 904, 1000, 922]
crossword-cell[interactable] [964, 868, 982, 886]
theatres-section [1064, 325, 1524, 570]
crossword-block-cell [928, 868, 946, 886]
tv-network-heading: Ε.Ρ.Τ. [495, 510, 531, 523]
tv-day-heading: ΤΡΙΤΗ [309, 603, 353, 618]
crossword-cell[interactable] [910, 940, 928, 958]
doctors-list-5: ΓΕΩΡΓΟΠΟΥΛΟΣ Νικόλ., Αλκιβιάδου 110 - 112, 4124652. [96, 1468, 365, 1479]
ad-doctor-3-text: Θεραπεύονται χωρίς εγχείρηση. ΗΛΙΑΣ Γ. ΓΕΩΡΓΟΠΟΥΛΟΣ, Χειρούργος. Ακαδημίας 45, Αθήνα, τηλ. 3632542. [870, 1917, 1050, 1949]
epilogi-text: Η γή της επαγγελίας του Βάιντα (Α' Οριζόντ). Οι κυνηγοί του Αγγελόπουλου (Αλκυονίδα). Εβραίοι Κουκοπίδα. Σήμερα: «Ντεσού Ούζαλα» του Κουροσάβα (Κ). Εδώ και εκεί του Κασσάβετη (Α' Κ) Κωσταράκη. Το μικρό παζάρι του Κουντουρί. Μίτσι (Βέγκο, Βεργάνο). Η τέλεια του Μπουνιουέλ. «Κόκκινη γραμμή 7.000», του Χωκς. Ο ήλιος του Χούστον. Η Επαναστάση τρέχει του Κουροσάβα. Ο Κυνηγός Φωνής του Άλεν. Οι Χάιρος. Η Οριενταλ. Σούπερ Σιτι Μιτ. Ο Άρχοντας των μύγων του Μπρουκ. [1230, 913, 1506, 1056]
tv-day-heading: ΣΑΒΒΑΤΟ [479, 778, 547, 793]
pharmacies-day: ΑΘΗΝΑΣ: Ζακύνθου 1 - Φωκίων 35 - Καλλιρρόης 40 - Αλκιβιάδου 24 - Μεσογείων 145 - Αχαρνών 112 - Πατησίων 211 - Βασ. Σοφίας 3 - Ακαδημίας 64 - Λεωφ. Αλεξάνδρας 80 - Σόλωνος 89 - Ιπποκράτους 104 - Σταδίου 10 - Σκουφά 40 - Ασκληπιού 22 - Ηλιουπόλεως 17 - Κυψέλης 24. ΠΕΙΡΑΙΑ: Κολοκοτρώνη 1 - Τσαμαδού 20 - Καραϊσκάκη 60 - Μπουμπουλίνας 17. ΚΑΛΛΙΘΕΑ: Ελευθερίου Βενιζέλου 166. ΠΕΡΙΣΤΕΡΙ: Μ. Μπότσαρη 4. [660, 1280, 1060, 1344]
tv-network-heading: Υ.ΕΝ.Ε.Δ. [303, 520, 359, 533]
tv-network-heading: Ε.Ρ.Τ. [495, 646, 531, 659]
crossword-cell[interactable] [946, 850, 964, 868]
doctors-spec-8: ΜΑΙΕΥΤΗΡΕΣ ΓΥΝΑΙΚΟΛΟΓΟΙ [96, 1532, 276, 1545]
ad-doctor-2-text: Σόλωνος 113, τηλ. 3614107. Καθημερινά 5 - 8 μ.μ. [894, 1840, 1026, 1861]
doctors-list-2: ΒΟΡΕΑΔΗΣ Σ., Σολωμού 27, τηλ. 36-25-423 - 29-77-319. ΚΑΣΤΡΗΣ Γ., Πανεπιστημίου 57, τηλ. 3217158. [96, 1268, 404, 1290]
ads-title: μικρές αγγελίες [660, 1680, 1060, 1695]
tv-tag: ΤΗΛΕΟΡΑΣΗ ΤΗΛΕΟΡΑΣΗ ΤΗΛΕΟΡΑΣΗ [88, 78, 184, 142]
tv-schedule-text: ΤΗΛΕΦΗΜΕΡΙΔΑ: 2.00, 8.00, 9.30, 12.00. 1.30 Παιδικό. 2.15 Ελληνική ταινία. 5.00 Οι φίλοι μας τα ζώα. 6.30 Αθλητικά. 7.15 Οικογένεια. 8.30 Έγχρωμη σειρά. 10.00 Ταινία. [246, 534, 416, 603]
crossword-title: σταυρόλεξο [660, 772, 842, 787]
tv-schedule-col-1 [246, 186, 416, 906]
hospitals-section [660, 1589, 1060, 1672]
crossword-solution: ΟΡΙΖΟΝΤΙΑ: 1. ΛΗΘΕΙΑ 2. ΙΟΣ 3. ΛΑΡΑΣ 4. ΣΤΟΧΑΣ 5. ΑΕΣΗ 6. ΚΑΣΤΑ. ΚΑΘΕΤΑ: 1. ΑΛΑΡΜΑ 2. ΗΛΙΟ 3. ΘΡΑΣΟΣ 4. ΑΤΕ 5. ΚΑΛΕΣ. [850, 1115, 1050, 1158]
tv-screen-icon [676, 84, 712, 112]
crossword-cell[interactable] [892, 976, 910, 994]
crossword-cell[interactable] [1018, 976, 1036, 994]
crossword-cell[interactable] [928, 940, 946, 958]
tv-schedule-text: ΕΙΔΗΣΕΙΣ: 2.30, 7.00, 9.00, 12.00. 2.00 Κάθε μεσημέρι. 5.30 Παιδικό. 6.30 Τραγούδι. 7.15 Η Ελλάδα. 8.00 Σειρά. 9.30 Ταινία. 11.00 Ειδήσεις. [424, 525, 600, 571]
ads-col-1: ΣΟΒΙΕΤΙΚΗ ΑΓΟΡΑ. Προϊόντα Σοβιετικής Ένωσης. Φωτογραφικές μηχανές, ρολόγια, βιβλία, δίσκοι, παιχνίδια. Ακαδημίας 38, τηλ. 3632254. ΣΥΡΡΑΠΤΙΚΑ ΜΗΧΑΝΗΜΑΤΑ. Όλα τα είδη γραφείου. Στουρνάρα 12, τηλ. 5226315. ΒΑΠΤΙΣΤΙΚΑ ΚΟΥΜΠΟΥΡΙΑ. Οι καλύτερες τιμές. Αθηνάς 45, τηλ. 3214410. ΕΥΚΑΙΡΙΑ. Πωλείται διαμέρισμα 3 δωματίων στην Κυψέλη, τηλ. 8227119. ΖΗΤΟΥΝΤΑΙ τεχνίτριες για βιοτεχνία ενδυμάτων, τηλ. 3464217. [660, 1726, 847, 1853]
crossword-cell[interactable]: 3 [910, 832, 928, 850]
crossword-cell[interactable] [982, 922, 1000, 940]
crossword-across: 1. Σε τέτοιο πολυ εκτελούνται ή στο Διαφήμιση. 2. Κτήσης του πομποδόριου. 3. Διαγεννασια ζωντανών. 4. Ολυμπιακός αγώνας. 5. Ο απελεύθερος Χ. 6. Παραδοσιακός χορός. 7. Ο αρχαίος θεός. 8. Το πρόσωπο της Αθήνας. 9. Πλατεία πόλης. [660, 825, 827, 910]
crossword-cell[interactable] [910, 850, 928, 868]
koinonika-text: Ο ΠΑΝΑΓΙΩΤΗΣ ΣΑΡΡΗΣ του Γεωργίου και της Παρασκευής και η ΕΛΕΝΗ ΒΙΤΩΡΑΚΗ του Ανδρέα και της Ευαγγελίας θα παντρευτούν στην Αθήνα. Ο ΘΑΝΑΣΗΣ ΚΑΛΑΜΑΡΑΣ και η ΝΙΚΗ ΚΑΡΑΓΙΑΝΝΗ θα παντρευτούν στον Πειραιά. [424, 1912, 601, 2004]
crossword-cell[interactable] [910, 958, 928, 976]
crossword-block-cell [946, 976, 964, 994]
tv-schedule-text: ΤΗΛΕΦΗΜΕΡΙΔΑ: 2.00, 8.00, 9.30, 12.00. 1.30 Χρονικό. 2.15 Το ελληνικό τραγούδι. 3.00 Ταινία. 5.00 Αθλητικά. 6.00 Σειρά. 7.15 Παιδικό πρόγραμμα. 8.30 Έγχρωμη σειρά. 10.00 Ταινία. 11.00 Αθλητική Κυριακή. [246, 330, 416, 411]
tv-schedule-text: ΕΙΔΗΣΕΙΣ: 2.30, 7.00, 9.00, 12.00. 2.00 Κάθε μεσημέρι. 3.00 Αθλητικά. 5.30 Παιδικό. 7.15 Μουσική. 8.00 Σειρά. 9.30 Ταινία. 11.00 Ειδήσεις. [424, 807, 598, 853]
tv-schedule-text: ΕΙΔΗΣΕΙΣ: 2.30, 7.00, 9.30, 12.00. 2.00 Καλή μεσημέρι. 5.30 Το παιδικό. 6.15 Μουσική. 7.15 Εκπομπή. 8.00 Σειρά. 9.30 Ταινία. 11.00 Ειδήσεις. [424, 367, 592, 424]
crossword-cell[interactable]: 5 [964, 832, 982, 850]
doctors-list-6: ΣΓΟΥΡΟΜΑΛΗ Ιωάννα, Βασ. Σοφίας 35 - 97, 4121183 - 4121173. [96, 1494, 398, 1505]
newspaper-name: ΡΙΖΟΣΠΑΣΤΗΣ [700, 38, 809, 53]
crossword-cell[interactable] [874, 886, 892, 904]
